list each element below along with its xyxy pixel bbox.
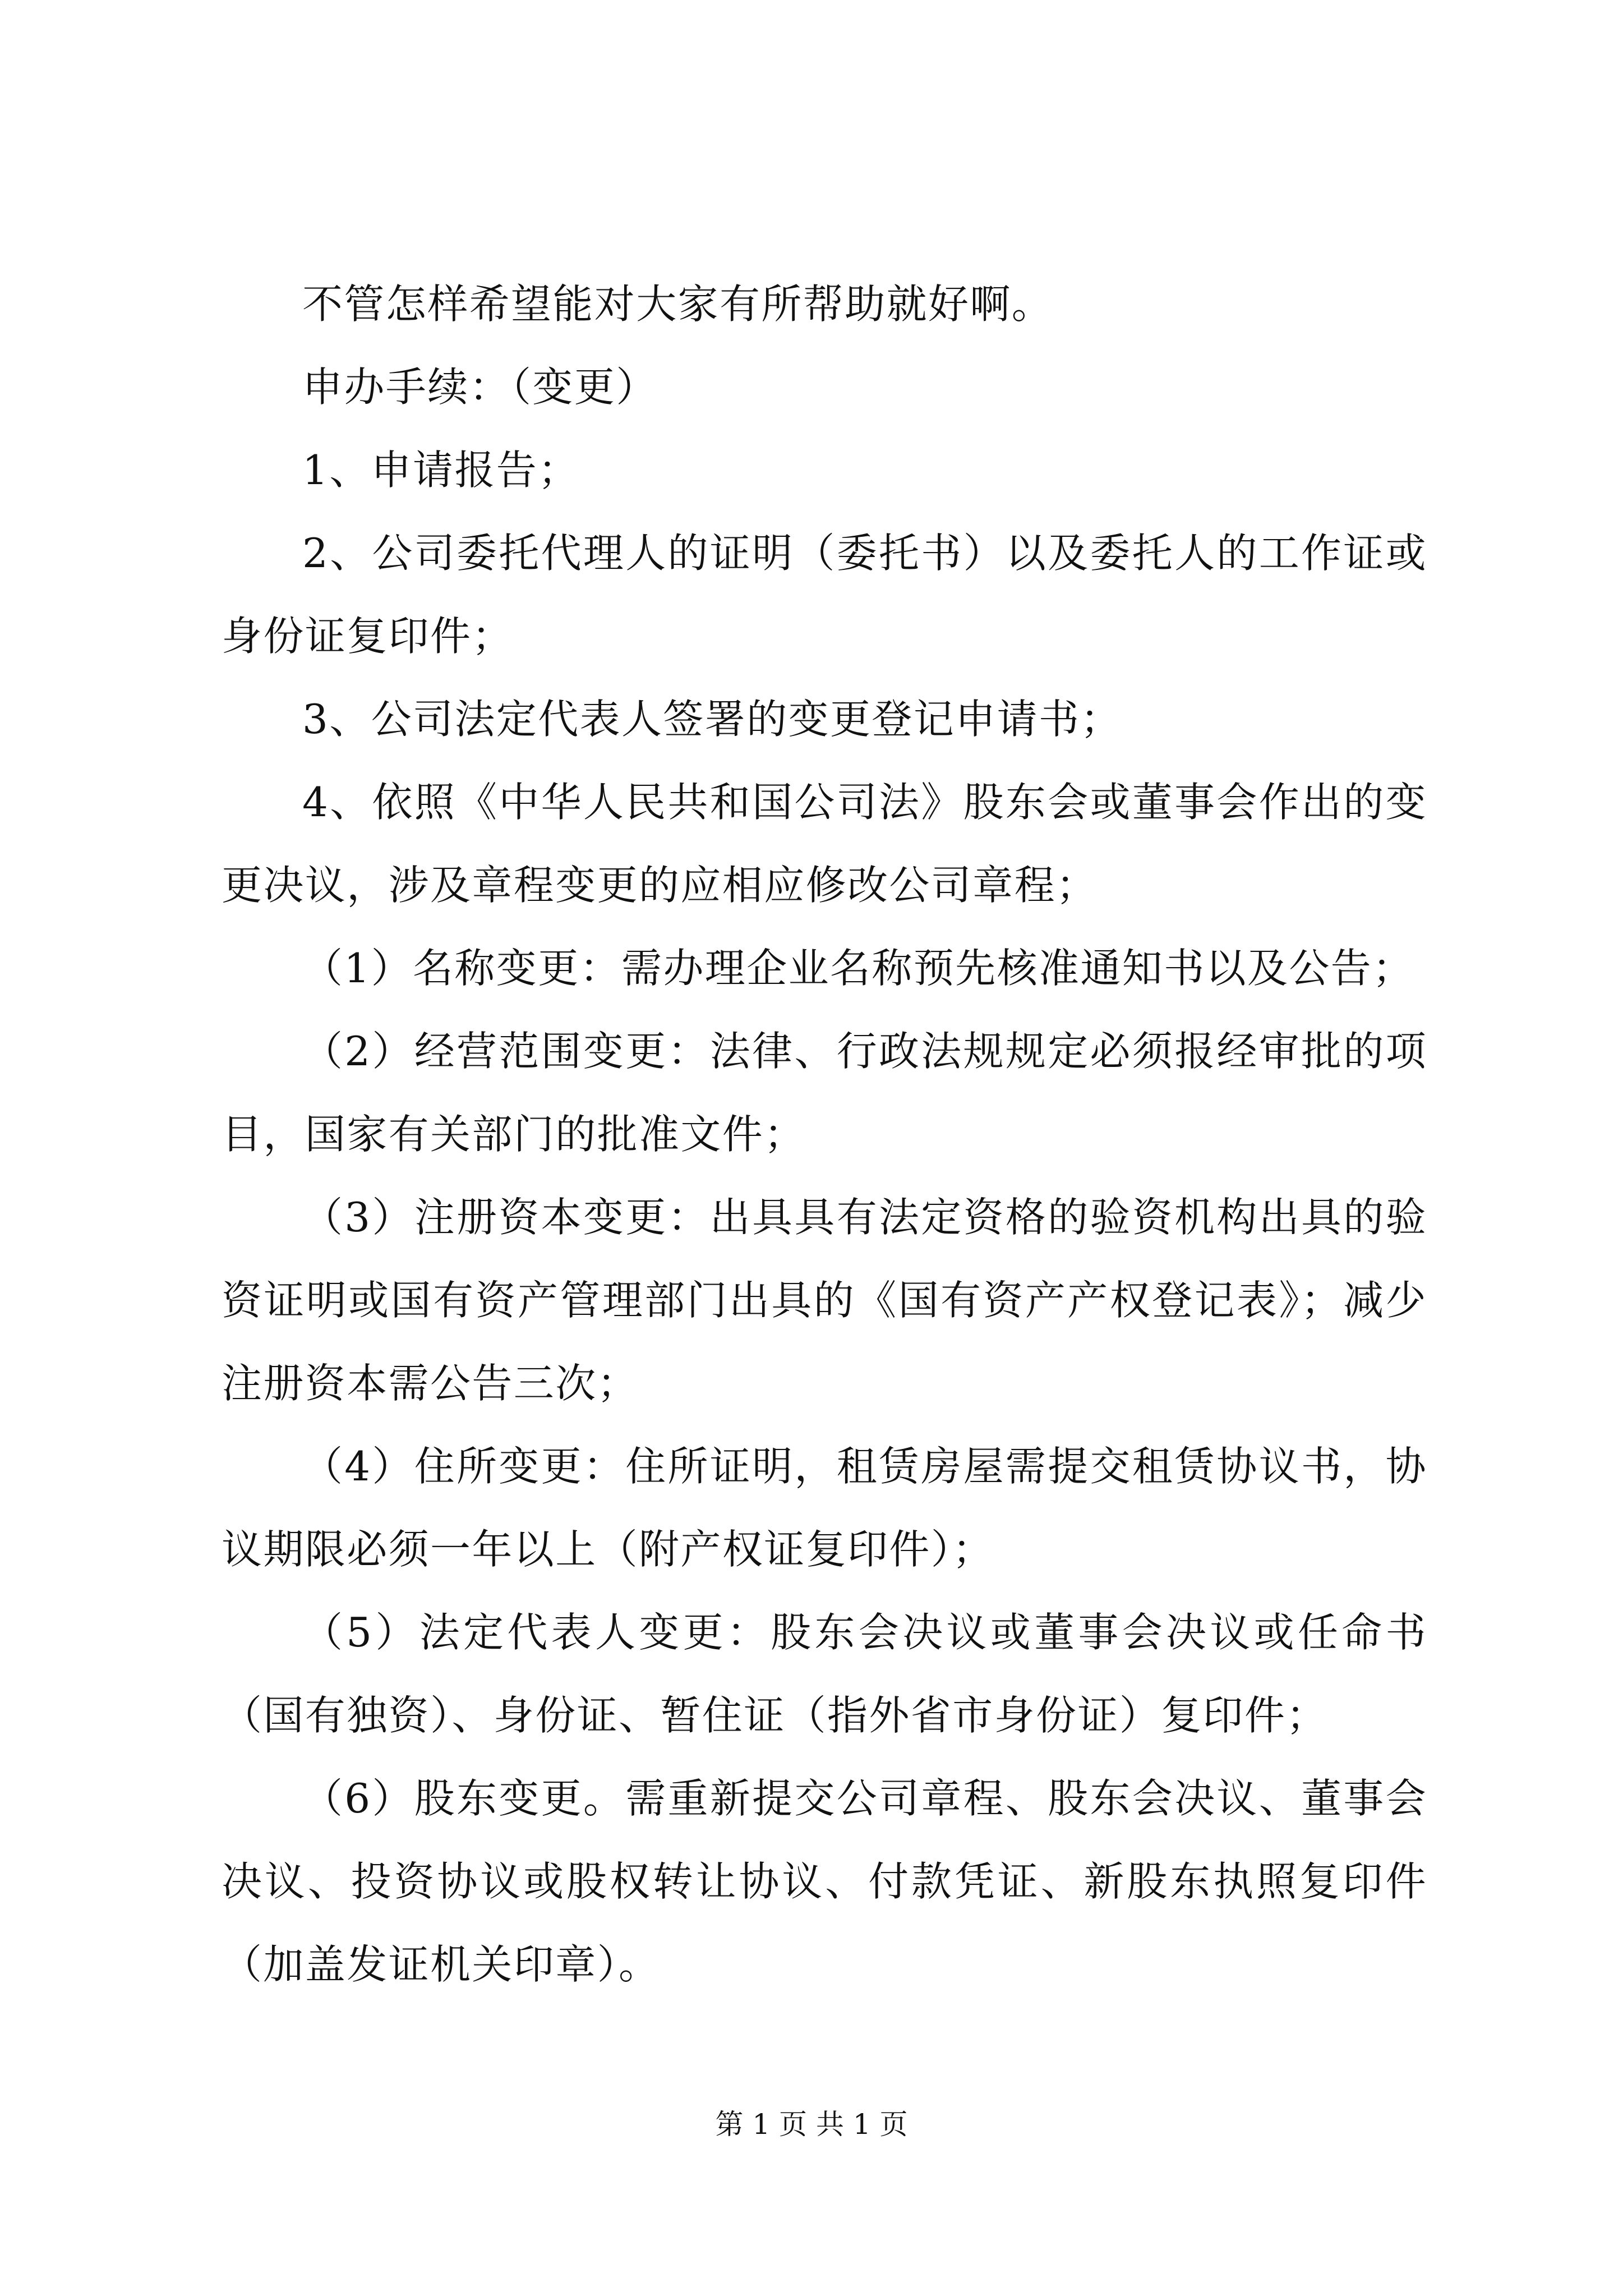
paragraph-subitem-6: （6）股东变更。需重新提交公司章程、股东会决议、董事会决议、投资协议或股权转让协议、付款凭证、新股东执照复印件（加盖发证机关印章）。 xyxy=(222,1775,1427,1988)
paragraph-procedure-heading: 申办手续：（变更） xyxy=(302,364,658,411)
paragraph-subitem-5: （5）法定代表人变更：股东会决议或董事会决议或任命书（国有独资）、身份证、暂住证（指外省市身份证）复印件； xyxy=(222,1609,1427,1739)
paragraph-item-1: 1、申请报告； xyxy=(302,447,580,494)
paragraph-item-3: 3、公司法定代表人签署的变更登记申请书； xyxy=(302,696,1122,743)
document-body xyxy=(222,263,1427,2006)
paragraph-item-2: 2、公司委托代理人的证明（委托书）以及委托人的工作证或身份证复印件； xyxy=(222,530,1427,660)
paragraph-subitem-3: （3）注册资本变更：出具具有法定资格的验资机构出具的验资证明或国有资产管理部门出具的《国有资产产权登记表》；减少注册资本需公告三次； xyxy=(222,1194,1427,1407)
paragraph-intro: 不管怎样希望能对大家有所帮助就好啊。 xyxy=(302,280,1054,328)
paragraph-subitem-1: （1）名称变更：需办理企业名称预先核准通知书以及公告； xyxy=(302,945,1414,992)
page-footer: 第 1 页 共 1 页 xyxy=(715,2108,908,2141)
paragraph-subitem-4: （4）住所变更：住所证明，租赁房屋需提交租赁协议书，协议期限必须一年以上（附产权证复印件）； xyxy=(222,1443,1427,1573)
paragraph-item-4: 4、依照《中华人民共和国公司法》股东会或董事会作出的变更决议，涉及章程变更的应相应修改公司章程； xyxy=(222,779,1427,909)
paragraph-subitem-2: （2）经营范围变更：法律、行政法规规定必须报经审批的项目，国家有关部门的批准文件； xyxy=(222,1028,1427,1158)
